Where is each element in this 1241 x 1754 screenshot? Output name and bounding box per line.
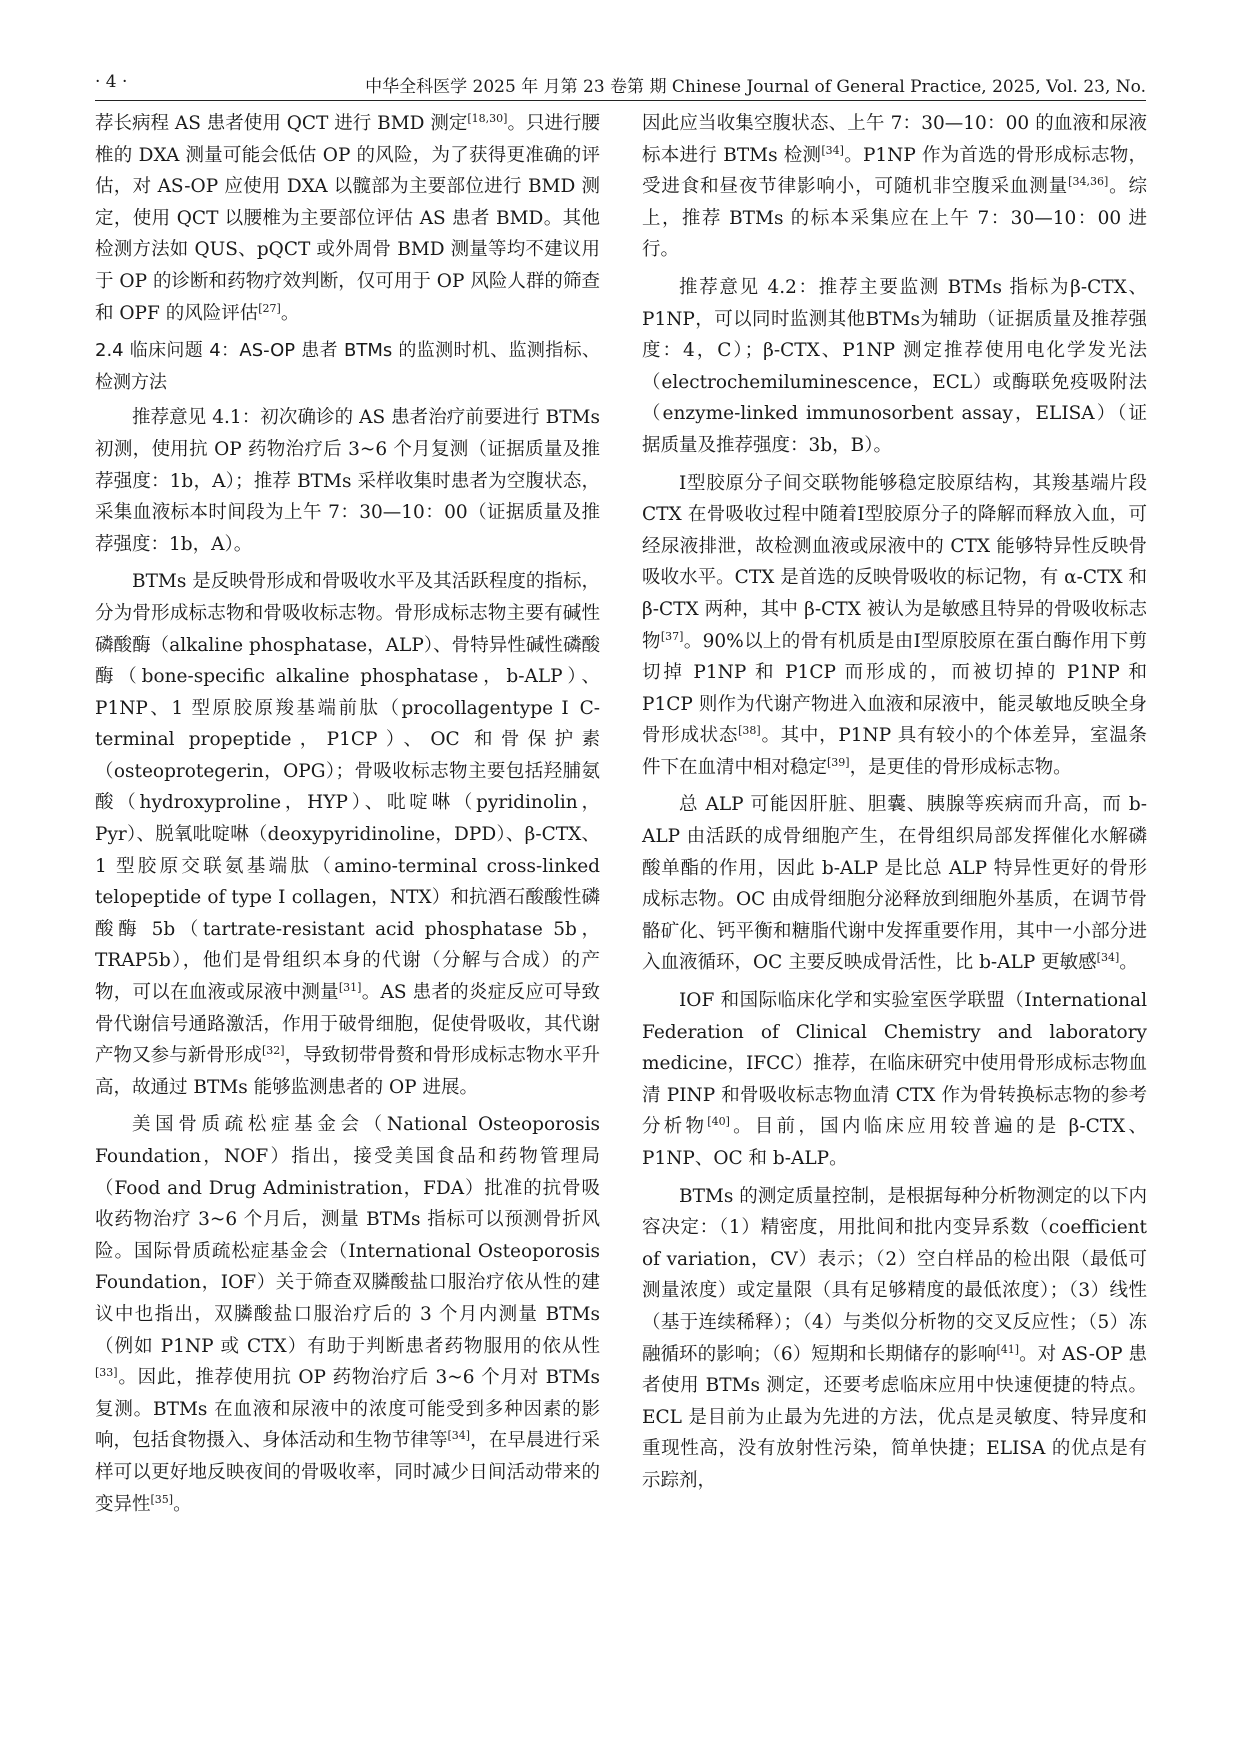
citation: [33] <box>95 1366 118 1379</box>
paragraph: IOF 和国际临床化学和实验室医学联盟（International Federation of Clinical Chemistry and laboratory medicine，IFCC）推荐，在临床研究中使用骨形成标志物血清 PINP 和骨吸收标志物血清 CTX 作为骨转换标志物的参考分析物[40]。目前，国内临床应用较普遍的是 β-CTX、P1NP、OC 和 b-ALP。 <box>642 990 1147 1169</box>
citation: [39] <box>827 755 850 769</box>
citation: [37] <box>660 629 684 643</box>
citation: [32] <box>261 1044 285 1058</box>
running-header <box>95 70 1146 101</box>
journal-citation-line: 中华全科医学 2025 年 月第 23 卷第 期 Chinese Journal of General Practice, 2025, Vol. 23, No. <box>365 77 1146 97</box>
citation: [40] <box>707 1115 730 1129</box>
citation: [38] <box>738 724 761 738</box>
citation: [34] <box>821 143 844 157</box>
recommendation-4-2: 推荐意见 4.2：推荐主要监测 BTMs 指标为β-CTX、P1NP，可以同时监测其他BTMs为辅助（证据质量及推荐强度：4，C）；β-CTX、P1NP 测定推荐使用电化学发光法（electrochemiluminescence，ECL）或酶联免疫吸附法（enzyme-linked immunosorbent assay，ELISA）（证据质量及推荐强度：3b，B）。 <box>642 276 1147 456</box>
paragraph: BTMs 是反映骨形成和骨吸收水平及其活跃程度的指标，分为骨形成标志物和骨吸收标志物。骨形成标志物主要有碱性磷酸酶（alkaline phosphatase，ALP）、骨特异性碱性磷酸酶（bone-specific alkaline phosphatase，b-ALP）、P1NP、1 型原胶原羧基端前肽（procollagentype Ⅰ C-terminal propeptide，P1CP）、OC 和骨保护素（osteoprotegerin，OPG）；骨吸收标志物主要包括羟脯氨酸（hydroxyproline，HYP）、吡啶啉（pyridinolin，Pyr）、脱氧吡啶啉（deoxypyridinoline，DPD）、β-CTX、1 型胶原交联氨基端肽（amino-terminal cross-linked telopeptide of type Ⅰ collagen，NTX）和抗酒石酸酸性磷酸酶 5b（tartrate-resistant acid phosphatase 5b，TRAP5b），他们是骨组织本身的代谢（分解与合成）的产物，可以在血液或尿液中测量[31]。AS 患者的炎症反应可导致骨代谢信号通路激活，作用于破骨细胞，促使骨吸收，其代谢产物又参与新骨形成[32]，导致韧带骨赘和骨形成标志物水平升高，故通过 BTMs 能够监测患者的 OP 进展。 <box>95 571 600 1098</box>
citation: [27] <box>258 301 281 315</box>
citation: [18,30] <box>467 111 508 125</box>
section-heading: 2.4 临床问题 4：AS-OP 患者 BTMs 的监测时机、监测指标、检测方法 <box>95 340 600 393</box>
citation: [34,36] <box>1068 175 1109 189</box>
paragraph: Ⅰ型胶原分子间交联物能够稳定胶原结构，其羧基端片段 CTX 在骨吸收过程中随着Ⅰ型胶原分子的降解而释放入血，可经尿液排泄，故检测血液或尿液中的 CTX 能够特异性反映骨吸收水平。CTX 是首选的反映骨吸收的标记物，有 α-CTX 和 β-CTX 两种，其中 β-CTX 被认为是敏感且特异的骨吸收标志物[37]。90%以上的骨有机质是由Ⅰ型原胶原在蛋白酶作用下剪切掉 P1NP 和 P1CP 而形成的，而被切掉的 P1NP 和 P1CP 则作为代谢产物进入血液和尿液中，能灵敏地反映全身骨形成状态[38]。其中，P1NP 具有较小的个体差异，室温条件下在血清中相对稳定[39]，是更佳的骨形成标志物。 <box>642 472 1147 778</box>
paragraph: BTMs 的测定质量控制，是根据每种分析物测定的以下内容决定：（1）精密度，用批间和批内变异系数（coefficient of variation，CV）表示；（2）空白样品的检出限（最低可测量浓度）或定量限（具有足够精度的最低浓度）；（3）线性（基于连续稀释）；（4）与类似分析物的交叉反应性；（5）冻融循环的影响；（6）短期和长期储存的影响[41]。对 AS-OP 患者使用 BTMs 测定，还要考虑临床应用中快速便捷的特点。ECL 是目前为止最为先进的方法，优点是灵敏度、特异度和重现性高，没有放射性污染，简单快捷；ELISA 的优点是有示踪剂， <box>642 1185 1147 1491</box>
paragraph: 总 ALP 可能因肝脏、胆囊、胰腺等疾病而升高，而 b-ALP 由活跃的成骨细胞产生，在骨组织局部发挥催化水解磷酸单酯的作用，因此 b-ALP 是比总 ALP 特异性更好的骨形成标志物。OC 由成骨细胞分泌释放到细胞外基质，在调节骨骼矿化、钙平衡和糖脂代谢中发挥重要作用，其中一小部分进入血液循环，OC 主要反映成骨活性，比 b-ALP 更敏感[34]。 <box>642 794 1147 974</box>
left-column <box>95 108 600 1526</box>
citation: [31] <box>338 980 362 994</box>
paragraph: 荐长病程 AS 患者使用 QCT 进行 BMD 测定[18,30]。只进行腰椎的 DXA 测量可能会低估 OP 的风险，为了获得更准确的评估，对 AS-OP 应使用 DXA 以髋部为主要部位进行 BMD 测定，使用 QCT 以腰椎为主要部位评估 AS 患者 BMD。其他检测方法如 QUS、pQCT 或外周骨 BMD 测量等均不建议用于 OP 的诊断和药物疗效判断，仅可用于 OP 风险人群的筛查和 OPF 的风险评估[27]。 <box>95 111 600 324</box>
recommendation-4-1: 推荐意见 4.1：初次确诊的 AS 患者治疗前要进行 BTMs 初测，使用抗 OP 药物治疗后 3~6 个月复测（证据质量及推荐强度：1b，A）；推荐 BTMs 采样收集时患者为空腹状态，采集血液标本时间段为上午 7：30—10：00（证据质量及推荐强度：1b，A）。 <box>95 407 600 555</box>
paragraph: 美国骨质疏松症基金会（National Osteoporosis Foundation，NOF）指出，接受美国食品和药物管理局（Food and Drug Administration，FDA）批准的抗骨吸收药物治疗 3~6 个月后，测量 BTMs 指标可以预测骨折风险。国际骨质疏松症基金会（International Osteoporosis Foundation，IOF）关于筛查双膦酸盐口服治疗依从性的建议中也指出，双膦酸盐口服治疗后的 3 个月内测量 BTMs（例如 P1NP 或 CTX）有助于判断患者药物服用的依从性[33]。因此，推荐使用抗 OP 药物治疗后 3~6 个月对 BTMs 复测。BTMs 在血液和尿液中的浓度可能受到多种因素的影响，包括食物摄入、身体活动和生物节律等[34]，在早晨进行采样可以更好地反映夜间的骨吸收率，同时减少日间活动带来的变异性[35]。 <box>95 1114 600 1515</box>
paragraph: 因此应当收集空腹状态、上午 7：30—10：00 的血液和尿液标本进行 BTMs 检测[34]。P1NP 作为首选的骨形成标志物，受进食和昼夜节律影响小，可随机非空腹采血测量[34,36]。综上，推荐 BTMs 的标本采集应在上午 7：30—10：00 进行。 <box>642 113 1147 261</box>
citation: [34] <box>1096 951 1120 965</box>
citation: [41] <box>996 1342 1020 1356</box>
citation: [35] <box>150 1492 174 1506</box>
right-column <box>642 108 1147 1503</box>
citation: [34] <box>447 1429 471 1443</box>
page-number: · 4 · <box>95 72 128 92</box>
